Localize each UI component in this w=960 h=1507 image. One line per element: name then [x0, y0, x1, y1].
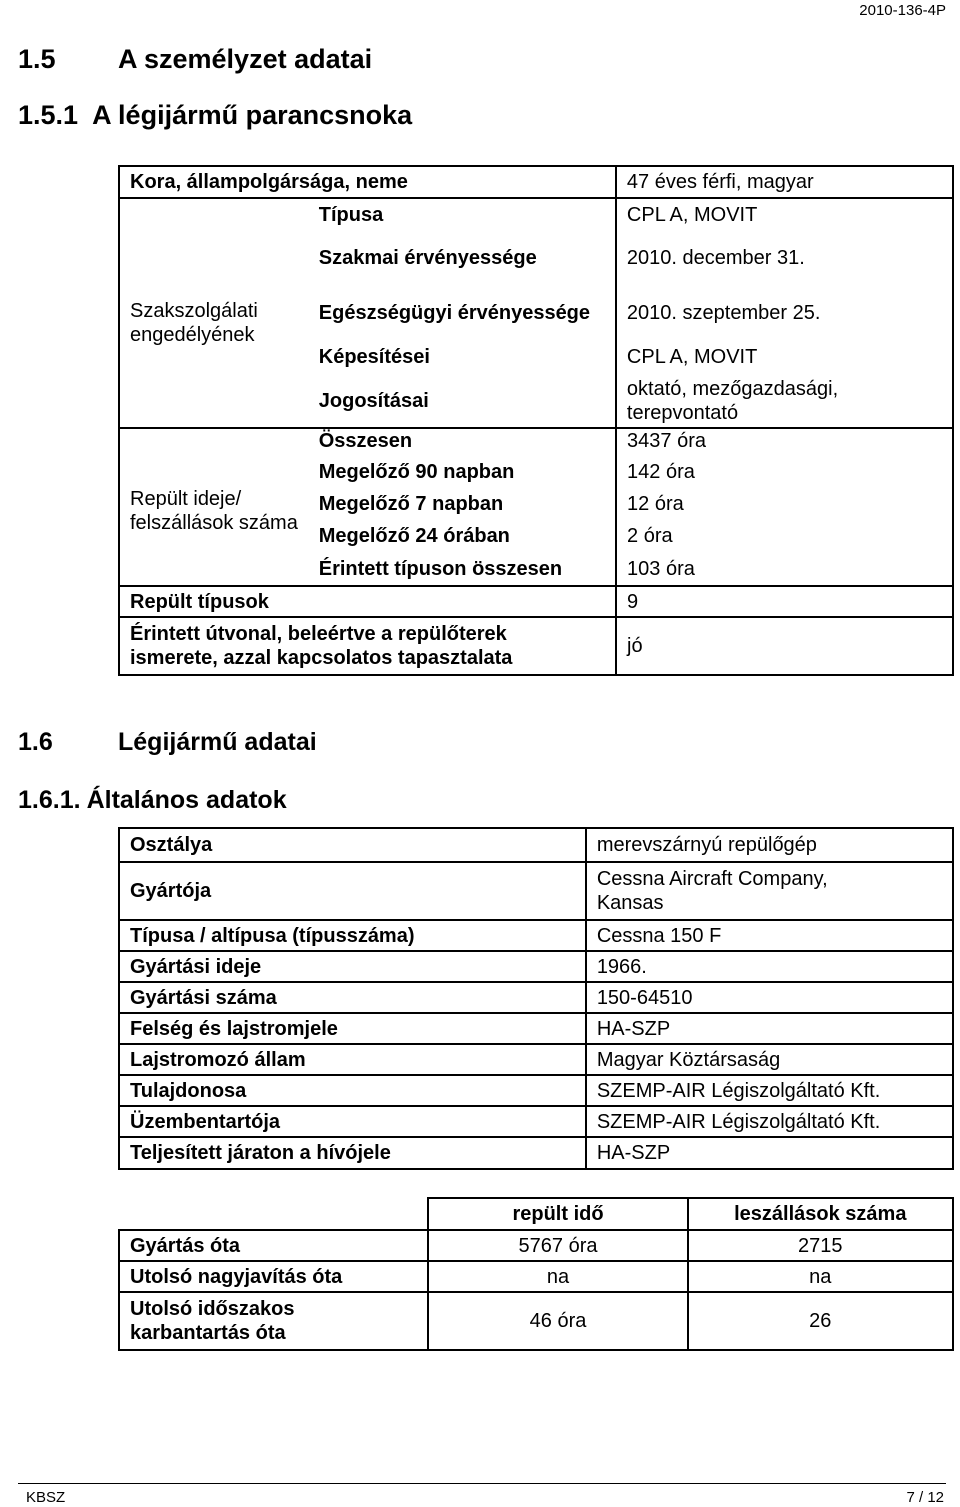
aircraft-field-label: Lajstromozó állam [119, 1044, 586, 1075]
hours-24-hours-label: Megelőző 24 órában [309, 520, 616, 552]
section-title: A légijármű parancsnoka [92, 100, 413, 130]
aircraft-field-label: Gyártási száma [119, 982, 586, 1013]
table-row [119, 1261, 953, 1292]
license-type-label: Típusa [309, 198, 616, 230]
section-heading-1-6 [18, 728, 317, 757]
table-row [119, 1230, 953, 1261]
hours-row-label: Gyártás óta [119, 1230, 428, 1261]
hours-7-days-value: 12 óra [616, 488, 953, 520]
section-number: 1.6.1. [18, 786, 81, 814]
aircraft-field-value: Cessna 150 F [586, 920, 953, 951]
table-row [119, 1106, 953, 1137]
aircraft-field-label: Gyártója [119, 862, 586, 920]
aircraft-field-value: SZEMP-AIR Légiszolgáltató Kft. [586, 1106, 953, 1137]
aircraft-field-value: 1966. [586, 951, 953, 982]
license-validity-value: 2010. december 31. [616, 230, 953, 285]
document-id: 2010-136-4P [859, 2, 946, 19]
license-type-value: CPL A, MOVIT [616, 198, 953, 230]
table-row [119, 862, 953, 920]
table-row [119, 1013, 953, 1044]
table-row [119, 951, 953, 982]
route-experience-label: Érintett útvonal, beleértve a repülőterek ismerete, azzal kapcsolatos tapasztalata [119, 617, 616, 675]
section-heading-1-6-1 [18, 786, 287, 815]
flight-time-table [118, 426, 954, 676]
col-header-landings: leszállások száma [688, 1198, 953, 1230]
empty-header-cell [119, 1198, 428, 1230]
aircraft-field-value: Magyar Köztársaság [586, 1044, 953, 1075]
license-group-label: Szakszolgálati engedélyének [119, 198, 309, 428]
total-hours-value: 3437 óra [616, 426, 953, 456]
types-flown-label: Repült típusok [119, 586, 616, 617]
hours-row-landings: na [688, 1261, 953, 1292]
section-title: Általános adatok [86, 786, 287, 814]
section-number: 1.5 [18, 44, 56, 74]
footer-left: KBSZ [26, 1489, 66, 1506]
section-number: 1.6 [18, 728, 53, 756]
hours-landings-table [118, 1197, 954, 1351]
aircraft-field-label: Teljesített járaton a hívójele [119, 1137, 586, 1169]
footer-divider [18, 1483, 946, 1484]
hours-row-flight: na [428, 1261, 687, 1292]
page-number: 7 / 12 [906, 1489, 944, 1506]
aircraft-field-label: Osztálya [119, 828, 586, 862]
flight-group-label: Repült ideje/ felszállások száma [119, 426, 309, 586]
medical-validity-label: Egészségügyi érvényessége [309, 285, 616, 340]
license-validity-label: Szakmai érvényessége [309, 230, 616, 285]
hours-row-label: Utolsó nagyjavítás óta [119, 1261, 428, 1292]
col-header-flight-time: repült idő [428, 1198, 687, 1230]
section-number: 1.5.1 [18, 100, 79, 130]
hours-row-label: Utolsó időszakos karbantartás óta [119, 1292, 428, 1350]
types-flown-value: 9 [616, 586, 953, 617]
hours-row-flight: 46 óra [428, 1292, 687, 1350]
section-heading-1-5 [18, 44, 372, 75]
aircraft-field-label: Felség és lajstromjele [119, 1013, 586, 1044]
aircraft-field-value: merevszárnyú repülőgép [586, 828, 953, 862]
aircraft-data-table [118, 827, 954, 1170]
hours-90-days-value: 142 óra [616, 456, 953, 488]
table-row [119, 1044, 953, 1075]
hours-7-days-label: Megelőző 7 napban [309, 488, 616, 520]
table-header-row [119, 1198, 953, 1230]
aircraft-field-value: Cessna Aircraft Company, Kansas [586, 862, 953, 920]
crew-table [118, 165, 954, 429]
aircraft-field-value: 150-64510 [586, 982, 953, 1013]
section-heading-1-5-1 [18, 100, 412, 131]
section-title: A személyzet adatai [118, 44, 373, 74]
hours-row-flight: 5767 óra [428, 1230, 687, 1261]
type-hours-value: 103 óra [616, 552, 953, 586]
hours-24-hours-value: 2 óra [616, 520, 953, 552]
aircraft-field-label: Tulajdonosa [119, 1075, 586, 1106]
total-hours-label: Összesen [309, 426, 616, 456]
table-row [119, 920, 953, 951]
aircraft-field-value: HA-SZP [586, 1137, 953, 1169]
aircraft-field-label: Típusa / altípusa (típusszáma) [119, 920, 586, 951]
aircraft-field-value: SZEMP-AIR Légiszolgáltató Kft. [586, 1075, 953, 1106]
type-hours-label: Érintett típuson összesen [309, 552, 616, 586]
qualifications-value: CPL A, MOVIT [616, 340, 953, 374]
hours-90-days-label: Megelőző 90 napban [309, 456, 616, 488]
table-row [119, 1137, 953, 1169]
qualifications-label: Képesítései [309, 340, 616, 374]
ratings-label: Jogosításai [309, 374, 616, 428]
table-row [119, 1075, 953, 1106]
route-experience-value: jó [616, 617, 953, 675]
aircraft-field-value: HA-SZP [586, 1013, 953, 1044]
hours-row-landings: 2715 [688, 1230, 953, 1261]
ratings-value: oktató, mezőgazdasági, terepvontató [616, 374, 953, 428]
section-title: Légijármű adatai [118, 728, 317, 756]
aircraft-field-label: Gyártási ideje [119, 951, 586, 982]
aircraft-field-label: Üzembentartója [119, 1106, 586, 1137]
crew-age-value: 47 éves férfi, magyar [616, 166, 953, 198]
medical-validity-value: 2010. szeptember 25. [616, 285, 953, 340]
table-row [119, 982, 953, 1013]
table-row [119, 1292, 953, 1350]
crew-age-label: Kora, állampolgársága, neme [119, 166, 616, 198]
hours-row-landings: 26 [688, 1292, 953, 1350]
table-row [119, 828, 953, 862]
